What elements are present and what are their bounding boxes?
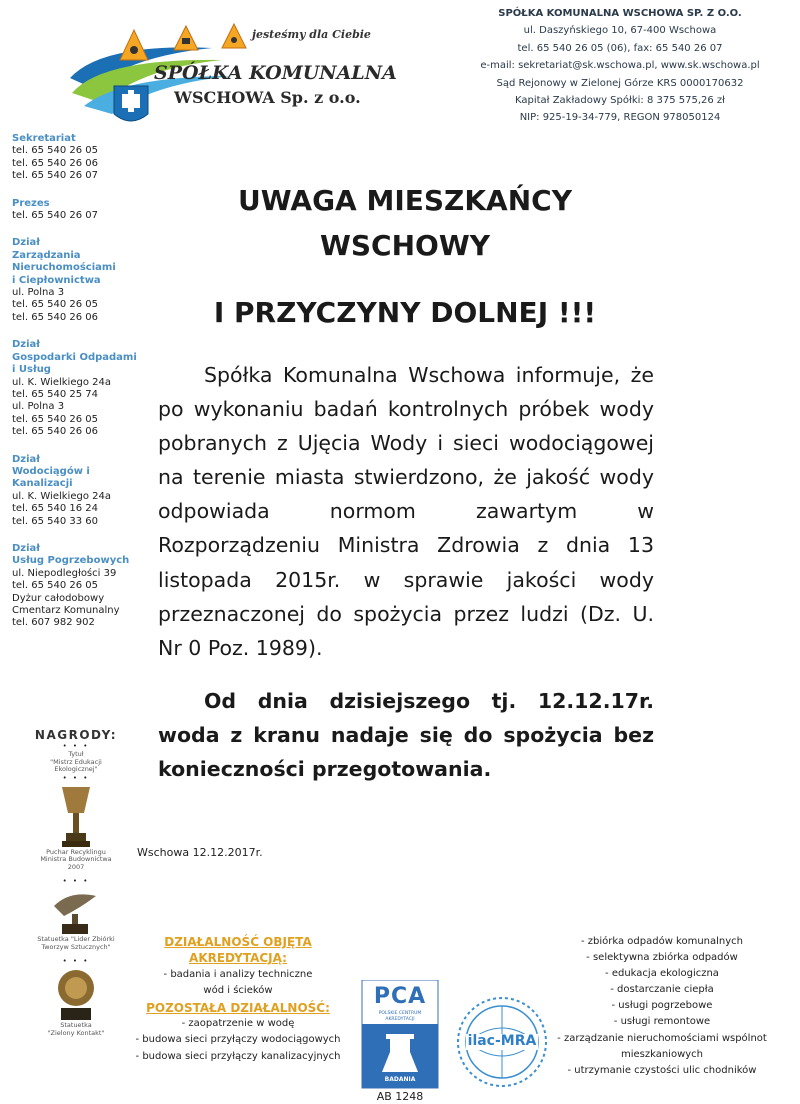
department-block — [12, 198, 152, 223]
services-list — [556, 934, 768, 1079]
logo-company-city: WSCHOWA Sp. z o.o. — [174, 88, 361, 107]
department-contact-line: tel. 65 540 26 06 — [12, 311, 99, 323]
pca-number: AB 1248 — [376, 1090, 424, 1103]
announcement-paragraph: Spółka Komunalna Wschowa informuje, że po wykonaniu badań kontrolnych próbek wody pobranych z Ujęcia Wody i sieci wodociągowej na terenie miasta stwierdzono, że jakość wody odpowiada normom zawartym w Rozporządzeniu Ministra Zdrowia z dnia 13 listopada 2015r. w sprawie jakości wody przeznaczonej do spożycia przez ludzi (Dz. U. Nr 0 Poz. 1989). — [158, 363, 654, 660]
company-phones: tel. 65 540 26 05 (06), fax: 65 540 26 07 — [517, 42, 723, 54]
company-logo — [62, 18, 402, 133]
department-title: Nieruchomościami — [12, 262, 116, 274]
department-contact-line: tel. 65 540 26 06 — [12, 426, 99, 438]
service-item: - selektywna zbiórka odpadów — [586, 952, 738, 964]
department-title: i Ciepłownictwa — [12, 274, 101, 286]
service-item: - utrzymanie czystości ulic chodników — [567, 1064, 757, 1076]
service-item: - dostarczanie ciepła — [610, 984, 714, 996]
department-title: Usług Pogrzebowych — [12, 555, 130, 567]
award-caption-line: 2007 — [67, 862, 85, 871]
ilac-mra-logo — [454, 994, 550, 1090]
logo-tagline: jesteśmy dla Ciebie — [252, 28, 371, 41]
department-contact-line: tel. 65 540 33 60 — [12, 515, 99, 527]
plastics-leader-statuette-image — [50, 886, 102, 936]
green-contact-statuette-image — [51, 966, 101, 1022]
department-block — [12, 543, 152, 630]
dots-separator: • • • — [62, 773, 90, 782]
accredited-header-1: DZIAŁALNOŚĆ OBJĘTA — [164, 935, 312, 949]
department-title: i Usług — [12, 364, 51, 376]
department-title: Gospodarki Odpadami — [12, 351, 137, 363]
other-activity-item: - budowa sieci przyłączy wodociągowych — [135, 1034, 341, 1046]
company-ids: NIP: 925-19-34-779, REGON 978050124 — [519, 112, 721, 124]
department-contact-line: tel. 65 540 26 05 — [12, 299, 99, 311]
pca-logo-text: PCA — [373, 984, 427, 1009]
department-title: Kanalizacji — [12, 478, 73, 490]
service-item: - usługi pogrzebowe — [611, 1000, 713, 1012]
department-contact-line: tel. 65 540 26 07 — [12, 210, 99, 222]
department-title: Zarządzania — [12, 249, 81, 261]
announcement-bold-paragraph: Od dnia dzisiejszego tj. 12.12.17r. woda z kranu nadaje się do spożycia bez konieczności przegotowania. — [158, 689, 654, 782]
other-activity-item: - zaopatrzenie w wodę — [181, 1018, 295, 1030]
department-contact-line: tel. 65 540 26 07 — [12, 170, 99, 182]
announcement-headline — [160, 178, 650, 268]
service-item: - usługi remontowe — [613, 1016, 711, 1028]
company-capital: Kapitał Zakładowy Spółki: 8 375 575,26 zł — [514, 95, 726, 107]
company-address: ul. Daszyńskiego 10, 67-400 Wschowa — [523, 25, 717, 37]
department-contact-line: tel. 607 982 902 — [12, 617, 95, 629]
award-caption-2 — [10, 849, 142, 872]
other-activities-header: POZOSTAŁA DZIAŁALNOŚĆ: — [146, 1000, 330, 1015]
recycling-cup-trophy-image — [56, 783, 96, 849]
award-caption-line: "Mistrz Edukacji — [50, 757, 102, 766]
department-block — [12, 237, 152, 324]
department-contact-line: ul. K. Wielkiego 24a — [12, 376, 111, 388]
department-title: Prezes — [12, 197, 50, 209]
department-block — [12, 133, 152, 183]
accredited-header-2: AKREDYTACJĄ: — [189, 951, 287, 966]
accredited-activities — [118, 934, 358, 1065]
service-item: - edukacja ekologiczna — [605, 968, 719, 980]
place-and-date: Wschowa 12.12.2017r. — [137, 846, 263, 859]
pca-sub-2: AKREDYTACJI — [385, 1017, 415, 1022]
headline-line-1: UWAGA MIESZKAŃCY — [238, 184, 572, 217]
company-contact-header — [440, 5, 800, 127]
department-block — [12, 339, 152, 438]
company-email: e-mail: sekretariat@sk.wschowa.pl, www.sk.wschowa.pl — [480, 60, 760, 72]
dots-separator: • • • — [62, 742, 90, 750]
department-block — [12, 454, 152, 528]
department-contact-line: ul. Niepodległości 39 — [12, 567, 117, 579]
dots-separator: • • • — [62, 877, 90, 885]
department-contact-line: ul. Polna 3 — [12, 287, 65, 299]
coat-of-arms-icon — [114, 86, 148, 121]
department-contact-line: ul. Polna 3 — [12, 401, 65, 413]
award-caption-line: Puchar Recyklingu — [46, 847, 106, 856]
pca-badge-text: BADANIA — [384, 1076, 416, 1083]
company-name: SPÓŁKA KOMUNALNA WSCHOWA SP. Z O.O. — [498, 8, 742, 19]
department-contact-line: tel. 65 540 26 05 — [12, 413, 99, 425]
department-contact-line: Dyżur całodobowy — [12, 592, 105, 604]
headline-line-3: I PRZYCZYNY DOLNEJ !!! — [213, 296, 597, 329]
department-contacts-sidebar — [12, 133, 152, 645]
department-contact-line: tel. 65 540 16 24 — [12, 503, 99, 515]
dots-separator: • • • — [62, 957, 90, 965]
accredited-item: - badania i analizy techniczne — [163, 968, 313, 980]
department-title: Dział — [12, 453, 41, 465]
logo-company-name: SPÓŁKA KOMUNALNA — [154, 62, 397, 84]
awards-title: NAGRODY: — [34, 728, 118, 742]
award-caption-line: Statuetka "Lider Zbiórki — [37, 935, 115, 943]
award-caption-line: Statuetka — [60, 1021, 92, 1029]
department-contact-line: tel. 65 540 26 06 — [12, 157, 99, 169]
accredited-item: wód i ścieków — [203, 985, 273, 997]
department-title: Dział — [12, 542, 41, 554]
company-court: Sąd Rejonowy w Zielonej Górze KRS 0000170632 — [496, 77, 744, 89]
department-contact-line: Cmentarz Komunalny — [12, 605, 120, 616]
department-contact-line: tel. 65 540 25 74 — [12, 388, 99, 400]
award-caption-line: Tytuł — [68, 750, 84, 758]
pca-accreditation-logo — [360, 980, 440, 1104]
department-contact-line: tel. 65 540 26 05 — [12, 580, 99, 592]
department-contact-line: tel. 65 540 26 05 — [12, 145, 99, 157]
department-title: Wodociągów i — [12, 465, 90, 477]
department-title: Dział — [12, 339, 41, 351]
warning-triangle-icons — [120, 24, 246, 60]
award-caption-line: "Zielony Kontakt" — [47, 1028, 105, 1037]
department-title: Dział — [12, 237, 41, 249]
other-activity-item: - budowa sieci przyłączy kanalizacyjnych — [135, 1050, 341, 1062]
award-caption-1 — [10, 751, 142, 774]
headline-line-2: WSCHOWY — [320, 229, 490, 262]
ilac-mra-text: ilac-MRA — [467, 1033, 537, 1049]
service-item: - zarządzanie nieruchomościami wspólnot — [557, 1032, 767, 1044]
award-caption-line: Ministra Budownictwa — [40, 855, 112, 863]
pca-sub-1: POLSKIE CENTRUM — [378, 1011, 422, 1016]
award-caption-line: Ekologicznej" — [54, 765, 98, 773]
award-caption-line: Tworzyw Sztucznych" — [41, 942, 111, 951]
service-item: - zbiórka odpadów komunalnych — [580, 936, 744, 947]
department-title: Sekretariat — [12, 133, 76, 144]
service-item: mieszkaniowych — [620, 1048, 704, 1060]
department-contact-line: ul. K. Wielkiego 24a — [12, 490, 111, 502]
